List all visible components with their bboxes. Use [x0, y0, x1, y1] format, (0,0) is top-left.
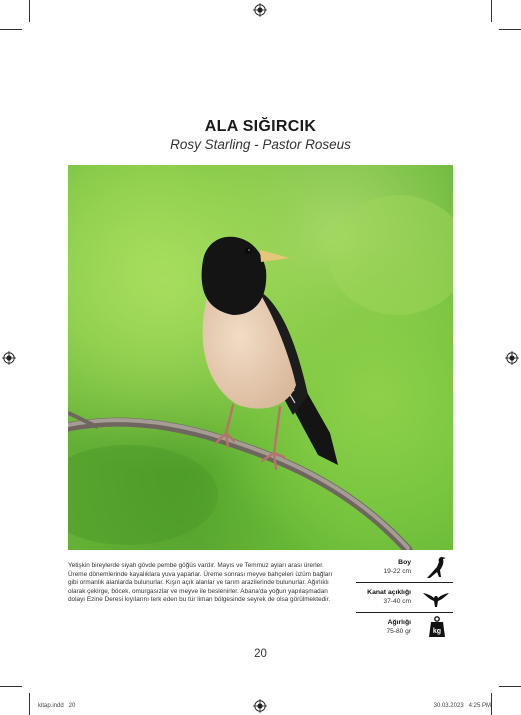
species-stats	[350, 553, 453, 643]
crop-mark-top-right-h	[499, 29, 521, 30]
starling-illustration	[68, 165, 453, 550]
stat-weight-label: Ağırlığı	[387, 619, 411, 626]
bird-standing-icon	[424, 555, 450, 579]
bird-latin-subtitle: Rosy Starling - Pastor Roseus	[170, 137, 351, 152]
rosy-starling-photo	[68, 165, 453, 550]
stat-length	[350, 553, 453, 583]
bird-name-title: ALA SIĞIRCIK	[204, 118, 317, 135]
crop-mark-top-right-v	[491, 0, 492, 22]
registration-mark-top-icon	[253, 3, 267, 17]
weight-icon	[424, 615, 450, 639]
registration-mark-bottom-icon	[253, 699, 267, 713]
page-number: 20	[254, 648, 267, 660]
crop-mark-top-left-h	[0, 29, 22, 30]
bird-wingspan-icon	[419, 585, 453, 609]
crop-mark-bottom-right-h	[499, 686, 521, 687]
stat-wingspan-label: Kanat açıklığı	[367, 589, 411, 596]
stat-length-label: Boy	[398, 559, 411, 566]
stat-weight-value: 75-80 gr	[386, 628, 411, 635]
species-description: Yetişkin bireylerde siyah gövde pembe göğüs vardır. Mayıs ve Temmuz ayları arası ürerler. Üreme dönemlerinde kayalıklara yuva yaparlar. Üreme sonrası meyve bahçeleri üzüm bağları gibi ormanlık alanlarda bulunurlar. Kışın açık alanlar ve tarım arazilerinde bulunurlar. Ağırlıklı olarak çekirge, böcek, omurgasızlar ve meyve ile beslenirler. Abana'da yoğun yapılaşmadan dolayı Ezine Deresi kıyılarını terk eden bu tür liman bölgesinde seyrek de olsa görülmektedir.	[68, 562, 333, 604]
stat-length-value: 19-22 cm	[383, 568, 411, 575]
weight-icon-text: kg	[432, 628, 442, 635]
stat-wingspan	[350, 583, 453, 613]
crop-mark-top-left-v	[29, 0, 30, 22]
crop-mark-bottom-left-h	[0, 686, 22, 687]
registration-mark-left-icon	[2, 351, 16, 365]
crop-mark-bottom-right-v	[491, 693, 492, 715]
crop-mark-bottom-left-v	[29, 693, 30, 715]
slug-file: kitap.indd 20	[38, 703, 76, 709]
stat-weight	[350, 613, 453, 643]
stat-wingspan-value: 37-40 cm	[383, 598, 411, 605]
registration-mark-right-icon	[505, 351, 519, 365]
slug-date: 30.03.2023 4:25 PM	[433, 703, 491, 709]
